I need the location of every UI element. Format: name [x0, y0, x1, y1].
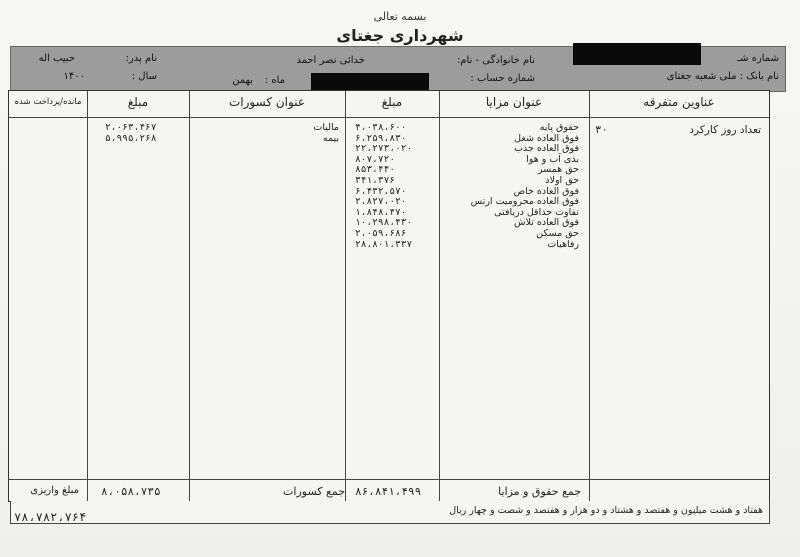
deduction-amount: ۲،۰۶۳،۴۶۷: [105, 122, 157, 133]
benefit-title: فوق العاده خاص: [513, 185, 579, 197]
benefit-amount: ۶،۴۳۲،۵۷۰: [355, 185, 407, 197]
benefit-amount: ۸۵۳،۴۴۰: [355, 164, 396, 176]
benefit-title: فوق العاده تلاش: [514, 217, 579, 229]
year-label: سال :: [131, 71, 157, 82]
column-divider: [87, 91, 88, 501]
table-total-divider: [9, 479, 769, 480]
paid-amount-value: ۷۸،۷۸۲،۷۶۴: [14, 510, 87, 524]
deduction-amount: ۵،۹۹۵،۲۶۸: [105, 132, 157, 144]
total-benefits-value: ۸۶،۸۴۱،۴۹۹: [355, 485, 422, 498]
benefit-amount: ۲،۰۵۹،۶۸۶: [355, 228, 407, 239]
benefit-amount: ۲۲،۲۷۳،۰۲۰: [355, 143, 413, 155]
benefit-title: حق اولاد: [545, 175, 579, 186]
column-divider: [589, 91, 590, 501]
deduction-title: مالیات: [313, 122, 339, 133]
organization-title: شهرداری جغتای: [336, 26, 464, 45]
benefit-amount: ۴،۰۳۸،۶۰۰: [355, 122, 407, 133]
benefit-title-list: [439, 123, 579, 273]
family-name-value: خدائی نصر احمد: [296, 55, 365, 66]
column-divider: [189, 91, 190, 501]
benefit-title: حق همسر: [537, 164, 579, 176]
month-value: بهمن: [232, 75, 253, 86]
benefit-title: رفاهیات: [547, 238, 579, 250]
table-header-divider: [9, 117, 769, 118]
benefit-amount: ۱،۸۴۸،۴۷۰: [355, 206, 407, 218]
benefit-amount: ۲،۸۲۷،۰۲۰: [355, 196, 407, 208]
family-name-label: نام خانوادگی - نام:: [456, 55, 535, 66]
total-benefits-label: جمع حقوق و مزایا: [498, 485, 581, 498]
header-benefit-amount: مبلغ: [381, 95, 403, 109]
benefit-amount-list: [355, 123, 435, 273]
benefit-title: حق مسکن: [536, 228, 579, 239]
header-deduction-title: عنوان کسورات: [229, 95, 305, 109]
payslip-table: [8, 90, 770, 502]
misc-value: ۳۰: [595, 124, 608, 136]
deduction-title: بیمه: [322, 132, 339, 144]
amount-in-words: هفتاد و هشت میلیون و هفتصد و هشتاد و دو هزار و هفتصد و شصت و چهار ریال: [449, 505, 763, 516]
father-name-value: حبیب اله: [38, 53, 75, 64]
benefit-title: بدی آب و هوا: [526, 153, 579, 165]
misc-label: تعداد روز کارکرد: [689, 124, 761, 136]
benefit-title: فوق العاده محرومیت ارتس: [470, 196, 579, 208]
amount-in-words-box: [10, 501, 770, 524]
benefit-amount: ۸۰۷،۷۲۰: [355, 153, 396, 165]
header-remaining: مانده/پرداخت شده: [14, 97, 82, 107]
benefit-title: حقوق پایه: [539, 122, 579, 133]
column-divider: [345, 91, 346, 501]
account-number-label: شماره حساب :: [470, 73, 535, 84]
employee-number-label: شماره شـ: [737, 53, 779, 64]
month-label: ماه :: [264, 75, 285, 86]
total-deductions-value: ۸،۰۵۸،۷۳۵: [101, 485, 161, 498]
header-misc: عناوین متفرقه: [643, 95, 715, 109]
header-deduction-amount: مبلغ: [127, 95, 149, 109]
year-value: ۱۴۰۰: [63, 71, 85, 82]
benefit-amount: ۳۴۱،۳۷۶: [355, 175, 396, 186]
benefit-amount: ۱۰،۲۹۸،۴۳۰: [355, 217, 413, 229]
deduction-amount-list: [105, 123, 189, 153]
bank-label: نام بانک : ملی شعبه جغتای: [666, 71, 779, 82]
header-benefit-title: عنوان مزایا: [485, 95, 543, 109]
benefit-title: فوق العاده شغل: [514, 132, 579, 144]
deduction-title-list: [309, 123, 339, 153]
benefit-title: فوق العاده جذب: [514, 143, 579, 155]
bismillah-heading: بسمه تعالی: [373, 10, 427, 23]
total-deductions-label: جمع کسورات: [283, 485, 345, 498]
employee-header: [10, 46, 786, 92]
paid-amount-label: مبلغ واریزی: [30, 485, 79, 496]
benefit-title: تفاوت حداقل دریافتی: [494, 206, 579, 218]
redacted-employee-number: [573, 43, 701, 65]
benefit-amount: ۶،۲۵۹،۸۳۰: [355, 132, 407, 144]
benefit-amount: ۲۸،۸۰۱،۳۳۷: [355, 238, 413, 250]
father-name-label: نام پدر:: [125, 53, 157, 64]
